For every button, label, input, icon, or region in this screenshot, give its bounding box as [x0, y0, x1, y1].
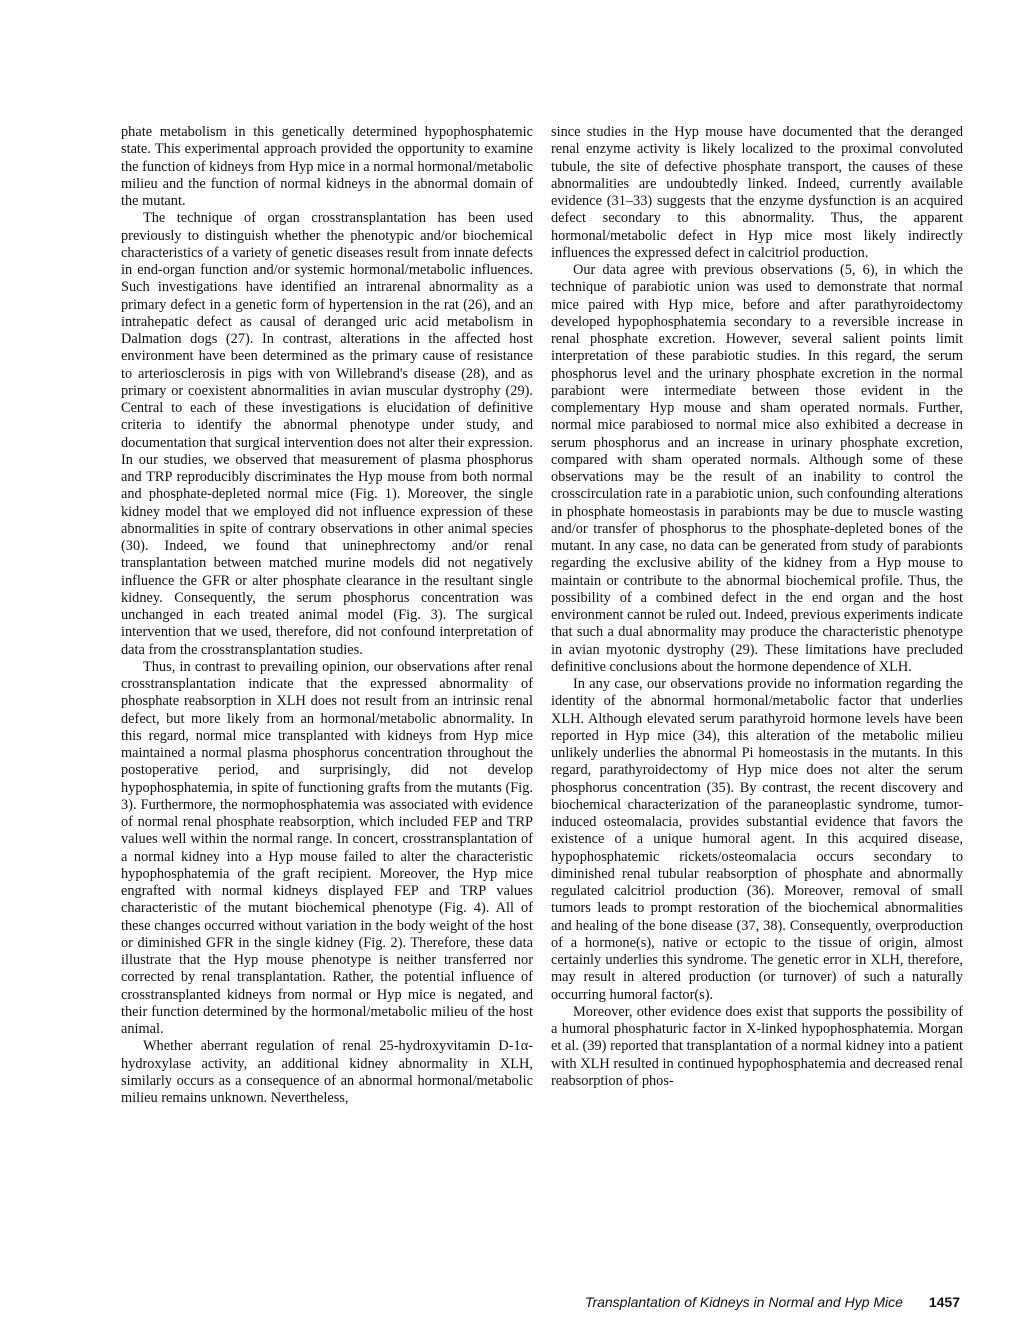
paragraph: Our data agree with previous observations (5, 6), in which the technique of parabiotic union was used to demonstrate that normal mice paired with Hyp mice, before and after parathyroidectomy developed hypophosphatemia secondary to a reversible increase in renal phosphate excretion. However, several salient points limit interpretation of these parabiotic studies. In this regard, the serum phosphorus level and the urinary phosphate excretion in the normal parabiont were intermediate between those evident in the complementary Hyp mouse and sham operated normals. Further, normal mice parabiosed to normal mice also exhibited a decrease in serum phosphorus and an increase in urinary phosphate excretion, compared with sham operated normals. Although some of these observations may be the result of an inability to control the crosscirculation rate in a parabiotic union, such confounding alterations in phosphate homeostasis in parabionts may be due to muscle wasting and/or transfer of phosphorus to the phosphate-depleted bones of the mutant. In any case, no data can be generated from study of parabionts regarding the exclusive ability of the kidney from a Hyp mouse to maintain or contribute to the abnormal biochemical profile. Thus, the possibility of a combined defect in the end organ and the host environment cannot be ruled out. Indeed, previous experiments indicate that such a dual abnormality may produce the characteristic phenotype in avian myotonic dystrophy (29). These limitations have precluded definitive conclusions about the hormone dependence of XLH. [551, 262, 963, 675]
paragraph: Moreover, other evidence does exist that supports the possibility of a humoral phosphaturic factor in X-linked hypophosphatemia. Morgan et al. (39) reported that transplantation of a normal kidney into a patient with XLH resulted in continued hypophosphatemia and decreased renal reabsorption of phos- [551, 1003, 963, 1089]
page-footer [585, 1294, 960, 1310]
paragraph: Thus, in contrast to prevailing opinion, our observations after renal crosstransplantation indicate that the expressed abnormality of phosphate reabsorption in XLH does not result from an intrinsic renal defect, but more likely from an hormonal/metabolic abnormality. In this regard, normal mice transplanted with kidneys from Hyp mice maintained a normal plasma phosphorus concentration throughout the postoperative period, and surprisingly, did not develop hypophosphatemia, in spite of functioning grafts from the mutants (Fig. 3). Furthermore, the normophosphatemia was associated with evidence of normal renal phosphate reabsorption, which included FEP and TRP values well within the normal range. In concert, crosstransplantation of a normal kidney into a Hyp mouse failed to alter the characteristic hypophosphatemia of the graft recipient. Moreover, the Hyp mice engrafted with normal kidneys displayed FEP and TRP values characteristic of the mutant biochemical phenotype (Fig. 4). All of these changes occurred without variation in the body weight of the host or diminished GFR in the single kidney (Fig. 2). Therefore, these data illustrate that the Hyp mouse phenotype is neither transferred nor corrected by renal transplantation. Rather, the potential influence of crosstransplanted kidneys from normal or Hyp mice is negated, and their function determined by the hormonal/metabolic milieu of the host animal. [121, 658, 533, 1037]
paragraph: Whether aberrant regulation of renal 25-hydroxyvitamin D-1α-hydroxylase activity, an additional kidney abnormality in XLH, similarly occurs as a consequence of an abnormal hormonal/metabolic milieu remains unknown. Nevertheless, [121, 1038, 533, 1106]
running-title: Transplantation of Kidneys in Normal and Hyp Mice [584, 1294, 903, 1310]
paragraph: The technique of organ crosstransplantation has been used previously to distinguish whether the phenotypic and/or biochemical characteristics of a variety of genetic diseases result from innate defects in end-organ function and/or systemic hormonal/metabolic influences. Such investigations have identified an intrarenal abnormality as a primary defect in a genetic form of hypertension in the rat (26), and an intrahepatic defect as causal of deranged uric acid metabolism in Dalmation dogs (27). In contrast, alterations in the affected host environment have been determined as the primary cause of resistance to arteriosclerosis in pigs with von Willebrand's disease (28), and as primary or coexistent abnormalities in avian muscular dystrophy (29). Central to each of these investigations is elucidation of definitive criteria to identify the abnormal phenotype under study, and documentation that surgical intervention does not alter their expression. In our studies, we observed that measurement of plasma phosphorus and TRP reproducibly discriminates the Hyp mouse from both normal and phosphate-depleted normal mice (Fig. 1). Moreover, the single kidney model that we employed did not influence expression of these abnormalities in spite of contrary observations in other animal species (30). Indeed, we found that uninephrectomy and/or renal transplantation between matched murine models did not negatively influence the GFR or alter phosphate clearance in the resultant single kidney. Consequently, the serum phosphorus concentration was unchanged in each treated animal model (Fig. 3). The surgical intervention that we used, therefore, did not confound interpretation of data from the crosstransplantation studies. [121, 210, 533, 658]
page-number: 1457 [928, 1294, 960, 1310]
left-column [121, 124, 533, 1107]
paragraph: since studies in the Hyp mouse have documented that the deranged renal enzyme activity is likely localized to the proximal convoluted tubule, the site of defective phosphate transport, the causes of these abnormalities are undoubtedly linked. Indeed, currently available evidence (31–33) suggests that the enzyme dysfunction is an acquired defect secondary to this abnormality. Thus, the apparent hormonal/metabolic defect in Hyp mice most likely indirectly influences the expressed defect in calcitriol production. [551, 124, 963, 261]
paragraph: In any case, our observations provide no information regarding the identity of the abnormal hormonal/metabolic factor that underlies XLH. Although elevated serum parathyroid hormone levels have been reported in Hyp mice (34), this alteration of the metabolic milieu unlikely underlies the abnormal Pi homeostasis in the mutants. In this regard, parathyroidectomy of Hyp mice does not alter the serum phosphorus concentration (35). By contrast, the recent discovery and biochemical characterization of the paraneoplastic syndrome, tumor-induced osteomalacia, provides substantial evidence that favors the existence of a unique humoral agent. In this acquired disease, hypophosphatemic rickets/osteomalacia occurs secondary to diminished renal tubular reabsorption of phosphate and abnormally regulated calcitriol production (36). Moreover, removal of small tumors leads to prompt restoration of the biochemical abnormalities and healing of the bone disease (37, 38). Consequently, overproduction of a hormone(s), native or ectopic to the tissue of origin, almost certainly underlies this syndrome. The genetic error in XLH, therefore, may result in altered production (or turnover) of such a naturally occurring humoral factor(s). [551, 676, 963, 1003]
right-column [551, 124, 963, 1090]
paragraph: phate metabolism in this genetically determined hypophosphatemic state. This experimental approach provided the opportunity to examine the function of kidneys from Hyp mice in a normal hormonal/metabolic milieu and the function of normal kidneys in the abnormal domain of the mutant. [121, 124, 533, 209]
